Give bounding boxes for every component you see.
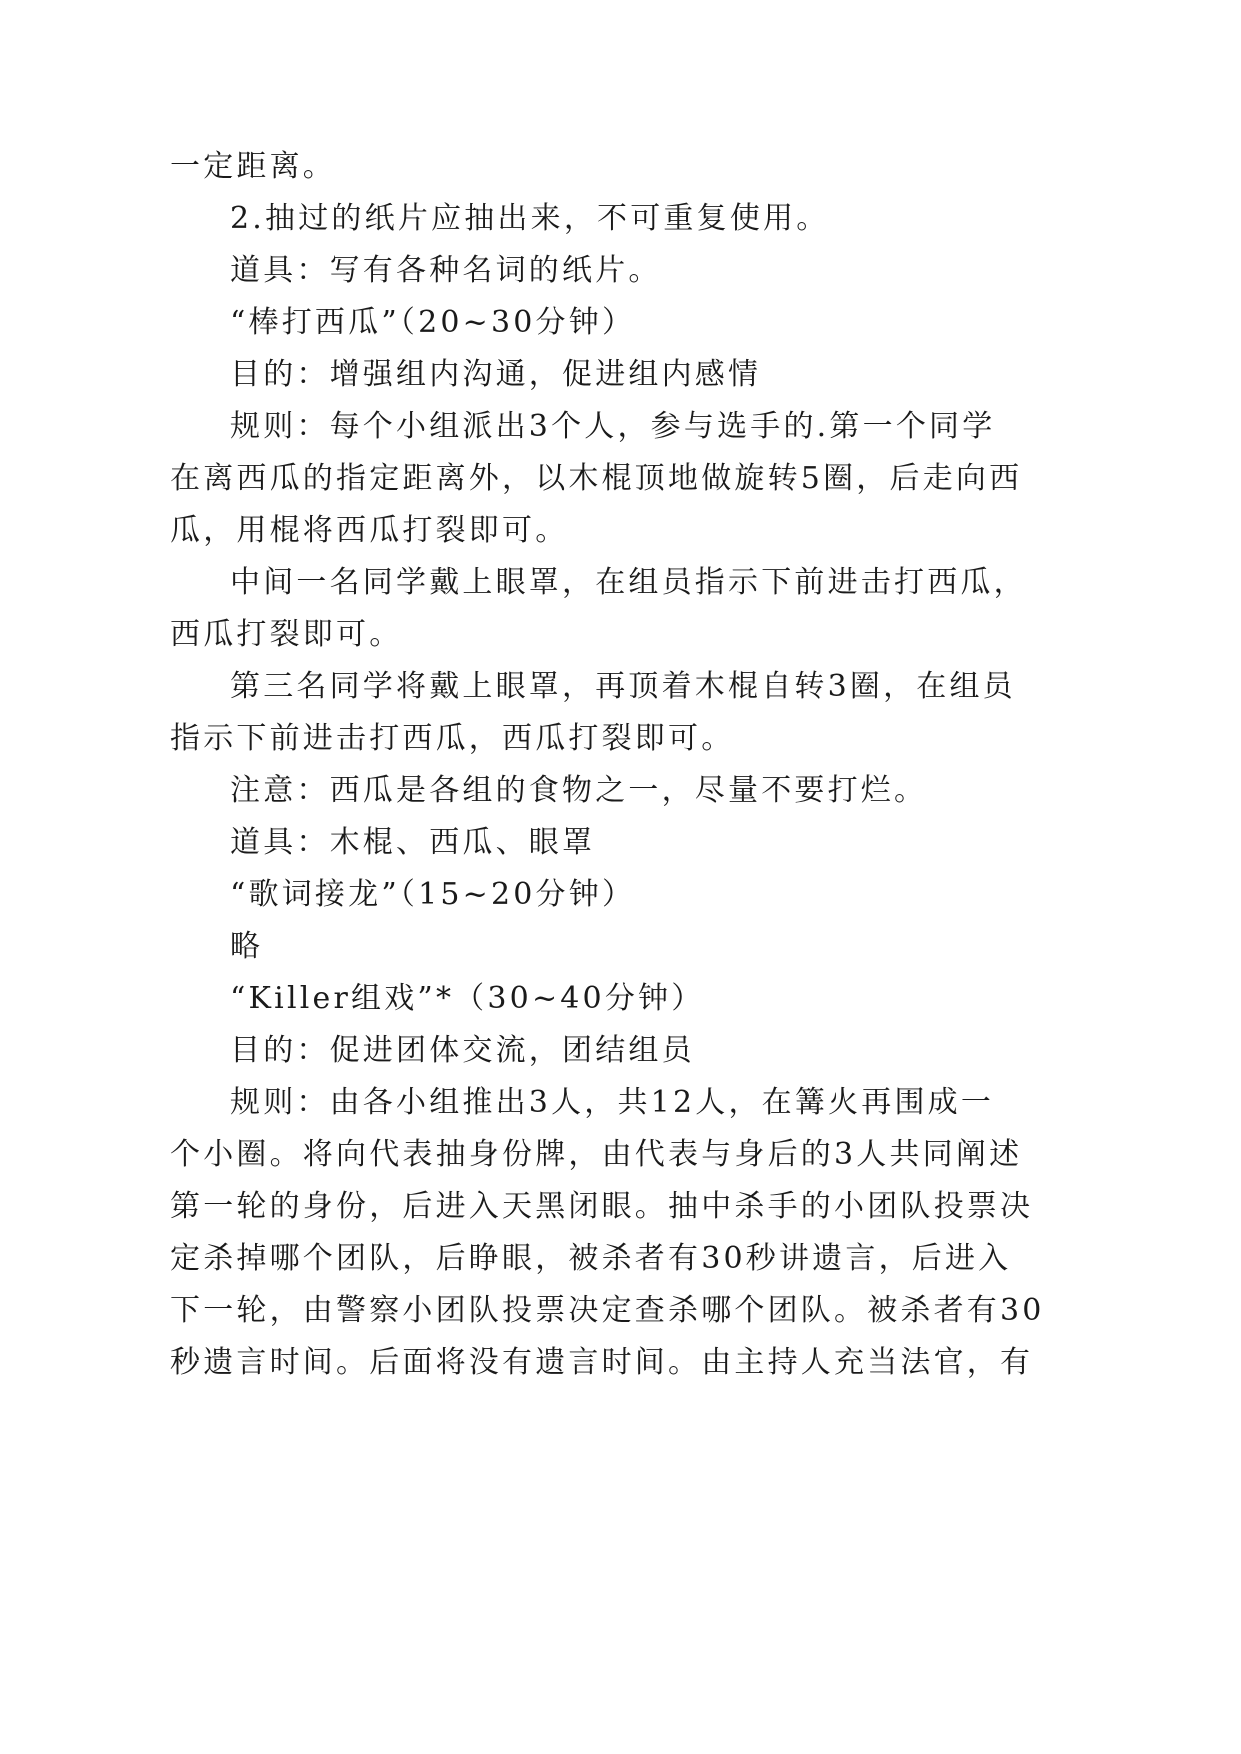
text-line: 中间一名同学戴上眼罩，在组员指示下前进击打西瓜， bbox=[230, 565, 1027, 600]
text-line: 一定距离。 bbox=[170, 149, 336, 184]
text-line: 下一轮，由警察小团队投票决定查杀哪个团队。被杀者有30 bbox=[170, 1293, 1045, 1328]
text-line: 道具：写有各种名词的纸片。 bbox=[230, 253, 662, 288]
section-heading: “棒打西瓜”（20~30分钟） bbox=[230, 305, 636, 340]
text-line: 略 bbox=[230, 929, 264, 964]
text-line: 规则：每个小组派出3个人，参与选手的.第一个同学 bbox=[230, 409, 996, 444]
text-line: 2.抽过的纸片应抽出来，不可重复使用。 bbox=[230, 201, 830, 236]
text-line: 个小圈。将向代表抽身份牌，由代表与身后的3人共同阐述 bbox=[170, 1137, 1023, 1172]
text-line: 规则：由各小组推出3人，共12人，在篝火再围成一 bbox=[230, 1085, 995, 1120]
text-line: 道具：木棍、西瓜、眼罩 bbox=[230, 825, 596, 860]
text-line: 指示下前进击打西瓜，西瓜打裂即可。 bbox=[170, 721, 735, 756]
text-line: 在离西瓜的指定距离外，以木棍顶地做旋转5圈，后走向西 bbox=[170, 461, 1023, 496]
text-line: 秒遗言时间。后面将没有遗言时间。由主持人充当法官，有 bbox=[170, 1345, 1034, 1380]
text-line: 目的：增强组内沟通，促进组内感情 bbox=[230, 357, 762, 392]
text-line: 注意：西瓜是各组的食物之一，尽量不要打烂。 bbox=[230, 773, 928, 808]
text-line: 第三名同学将戴上眼罩，再顶着木棍自转3圈，在组员 bbox=[230, 669, 1016, 704]
section-heading: “Killer组戏”*（30~40分钟） bbox=[230, 981, 705, 1016]
text-line: 西瓜打裂即可。 bbox=[170, 617, 403, 652]
text-line: 目的：促进团体交流，团结组员 bbox=[230, 1033, 695, 1068]
section-heading: “歌词接龙”（15~20分钟） bbox=[230, 877, 636, 912]
text-line: 定杀掉哪个团队，后睁眼，被杀者有30秒讲遗言，后进入 bbox=[170, 1241, 1012, 1276]
text-line: 瓜，用棍将西瓜打裂即可。 bbox=[170, 513, 569, 548]
text-line: 第一轮的身份，后进入天黑闭眼。抽中杀手的小团队投票决 bbox=[170, 1189, 1034, 1224]
